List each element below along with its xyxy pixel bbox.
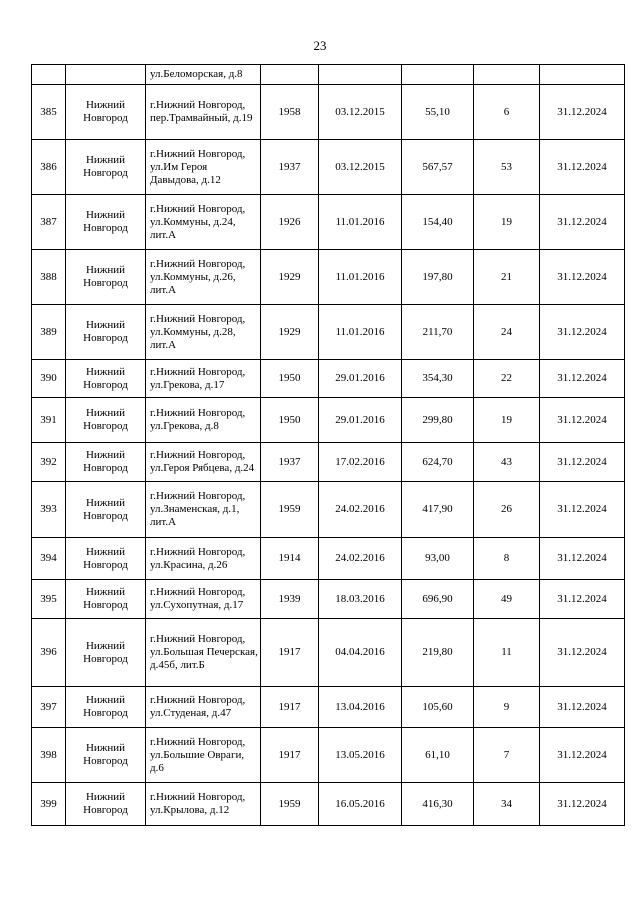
- cell-deadline: 31.12.2024: [540, 195, 625, 250]
- cell-year: 1958: [261, 85, 319, 140]
- table-row: [32, 305, 625, 360]
- cell-city: Нижний Новгород: [66, 360, 146, 398]
- cell-address: г.Нижний Новгород, пер.Трамвайный, д.19: [146, 85, 261, 140]
- cell-date: 24.02.2016: [319, 538, 402, 580]
- cell-area: 416,30: [402, 783, 474, 826]
- cell-date: 17.02.2016: [319, 443, 402, 482]
- cell-year: 1914: [261, 538, 319, 580]
- cell-year: 1959: [261, 482, 319, 538]
- cell-deadline: 31.12.2024: [540, 305, 625, 360]
- cell-no: 386: [32, 140, 66, 195]
- table-row: [32, 85, 625, 140]
- cell-address: г.Нижний Новгород, ул.Студеная, д.47: [146, 687, 261, 728]
- cell-area: 567,57: [402, 140, 474, 195]
- cell-date: 04.04.2016: [319, 619, 402, 687]
- cell-address: г.Нижний Новгород, ул.Грекова, д.8: [146, 398, 261, 443]
- cell-no: 395: [32, 580, 66, 619]
- cell-address: г.Нижний Новгород, ул.Героя Рябцева, д.24: [146, 443, 261, 482]
- cell-deadline: 31.12.2024: [540, 398, 625, 443]
- cell-address: г.Нижний Новгород, ул.Им Героя Давыдова, д.12: [146, 140, 261, 195]
- cell-deadline: 31.12.2024: [540, 728, 625, 783]
- cell-deadline: 31.12.2024: [540, 687, 625, 728]
- cell-deadline: 31.12.2024: [540, 360, 625, 398]
- cell-address: г.Нижний Новгород, ул.Коммуны, д.28, лит.А: [146, 305, 261, 360]
- table-row: [32, 687, 625, 728]
- table-row: [32, 619, 625, 687]
- cell-residents: 11: [474, 619, 540, 687]
- cell-address: г.Нижний Новгород, ул.Сухопутная, д.17: [146, 580, 261, 619]
- cell-residents: 19: [474, 195, 540, 250]
- cell-date: 29.01.2016: [319, 398, 402, 443]
- cell-year: 1917: [261, 619, 319, 687]
- cell-deadline: 31.12.2024: [540, 538, 625, 580]
- cell-area: 219,80: [402, 619, 474, 687]
- cell-city: Нижний Новгород: [66, 728, 146, 783]
- cell-no: 396: [32, 619, 66, 687]
- table-row: [32, 443, 625, 482]
- cell-residents: 9: [474, 687, 540, 728]
- cell-area: 55,10: [402, 85, 474, 140]
- cell-year: 1939: [261, 580, 319, 619]
- cell-year: 1959: [261, 783, 319, 826]
- cell-residents: 7: [474, 728, 540, 783]
- cell-no: 389: [32, 305, 66, 360]
- cell-address: г.Нижний Новгород, ул.Большая Печерская, д.45б, лит.Б: [146, 619, 261, 687]
- cell-residents: 6: [474, 85, 540, 140]
- cell-city: Нижний Новгород: [66, 85, 146, 140]
- cell-address: г.Нижний Новгород, ул.Коммуны, д.24, лит.А: [146, 195, 261, 250]
- cell-address: г.Нижний Новгород, ул.Крылова, д.12: [146, 783, 261, 826]
- cell-area: 61,10: [402, 728, 474, 783]
- cell-no: 392: [32, 443, 66, 482]
- cell-year: 1917: [261, 687, 319, 728]
- cell-deadline: 31.12.2024: [540, 443, 625, 482]
- cell-year: 1917: [261, 728, 319, 783]
- cell-area: 417,90: [402, 482, 474, 538]
- cell-address: г.Нижний Новгород, ул.Красина, д.26: [146, 538, 261, 580]
- cell-area: 299,80: [402, 398, 474, 443]
- page-number: 23: [313, 38, 327, 53]
- cell-no: 399: [32, 783, 66, 826]
- cell-year: 1950: [261, 398, 319, 443]
- cell-area: 354,30: [402, 360, 474, 398]
- cell-city: Нижний Новгород: [66, 783, 146, 826]
- cell-date: 11.01.2016: [319, 195, 402, 250]
- cell-city: Нижний Новгород: [66, 538, 146, 580]
- cell-area: 696,90: [402, 580, 474, 619]
- cell-city: Нижний Новгород: [66, 140, 146, 195]
- cell-no: 397: [32, 687, 66, 728]
- cell-deadline: 31.12.2024: [540, 85, 625, 140]
- cell-city: Нижний Новгород: [66, 482, 146, 538]
- cell-area: 624,70: [402, 443, 474, 482]
- cell-residents: [474, 65, 540, 85]
- table-row: [32, 538, 625, 580]
- cell-city: [66, 65, 146, 85]
- cell-year: 1926: [261, 195, 319, 250]
- cell-residents: 49: [474, 580, 540, 619]
- cell-city: Нижний Новгород: [66, 398, 146, 443]
- table-body: [32, 65, 625, 826]
- cell-city: Нижний Новгород: [66, 305, 146, 360]
- cell-date: 18.03.2016: [319, 580, 402, 619]
- cell-no: 387: [32, 195, 66, 250]
- cell-residents: 22: [474, 360, 540, 398]
- cell-residents: 53: [474, 140, 540, 195]
- cell-date: 13.04.2016: [319, 687, 402, 728]
- cell-residents: 8: [474, 538, 540, 580]
- cell-year: 1937: [261, 140, 319, 195]
- table-row-partial: [32, 65, 625, 85]
- cell-date: 24.02.2016: [319, 482, 402, 538]
- cell-address: г.Нижний Новгород, ул.Знаменская, д.1, лит.А: [146, 482, 261, 538]
- cell-city: Нижний Новгород: [66, 687, 146, 728]
- cell-city: Нижний Новгород: [66, 195, 146, 250]
- cell-no: 388: [32, 250, 66, 305]
- cell-deadline: 31.12.2024: [540, 140, 625, 195]
- cell-year: 1929: [261, 250, 319, 305]
- cell-deadline: 31.12.2024: [540, 783, 625, 826]
- cell-no: 390: [32, 360, 66, 398]
- cell-date: 11.01.2016: [319, 250, 402, 305]
- cell-residents: 21: [474, 250, 540, 305]
- cell-no: 393: [32, 482, 66, 538]
- cell-address: г.Нижний Новгород, ул.Большие Овраги, д.6: [146, 728, 261, 783]
- cell-deadline: 31.12.2024: [540, 250, 625, 305]
- table-row: [32, 580, 625, 619]
- cell-residents: 43: [474, 443, 540, 482]
- cell-area: [402, 65, 474, 85]
- cell-no: [32, 65, 66, 85]
- cell-date: 13.05.2016: [319, 728, 402, 783]
- cell-address: г.Нижний Новгород, ул.Грекова, д.17: [146, 360, 261, 398]
- cell-year: 1937: [261, 443, 319, 482]
- cell-city: Нижний Новгород: [66, 250, 146, 305]
- table-row: [32, 140, 625, 195]
- cell-year: [261, 65, 319, 85]
- cell-address: г.Нижний Новгород, ул.Коммуны, д.26, лит.А: [146, 250, 261, 305]
- table-row: [32, 398, 625, 443]
- cell-area: 154,40: [402, 195, 474, 250]
- cell-date: 03.12.2015: [319, 140, 402, 195]
- cell-address: ул.Беломорская, д.8: [146, 65, 261, 85]
- cell-residents: 24: [474, 305, 540, 360]
- cell-deadline: [540, 65, 625, 85]
- table-row: [32, 195, 625, 250]
- housing-registry-table: [31, 64, 625, 826]
- cell-area: 197,80: [402, 250, 474, 305]
- cell-residents: 26: [474, 482, 540, 538]
- table-row: [32, 482, 625, 538]
- cell-date: 16.05.2016: [319, 783, 402, 826]
- cell-year: 1950: [261, 360, 319, 398]
- cell-deadline: 31.12.2024: [540, 482, 625, 538]
- cell-area: 105,60: [402, 687, 474, 728]
- table-row: [32, 250, 625, 305]
- table-row: [32, 360, 625, 398]
- cell-no: 385: [32, 85, 66, 140]
- cell-date: 29.01.2016: [319, 360, 402, 398]
- cell-year: 1929: [261, 305, 319, 360]
- cell-date: [319, 65, 402, 85]
- cell-area: 211,70: [402, 305, 474, 360]
- cell-area: 93,00: [402, 538, 474, 580]
- cell-city: Нижний Новгород: [66, 619, 146, 687]
- cell-date: 03.12.2015: [319, 85, 402, 140]
- cell-no: 398: [32, 728, 66, 783]
- cell-deadline: 31.12.2024: [540, 580, 625, 619]
- cell-deadline: 31.12.2024: [540, 619, 625, 687]
- table-row: [32, 728, 625, 783]
- cell-residents: 19: [474, 398, 540, 443]
- cell-no: 391: [32, 398, 66, 443]
- table-row: [32, 783, 625, 826]
- cell-no: 394: [32, 538, 66, 580]
- cell-date: 11.01.2016: [319, 305, 402, 360]
- cell-city: Нижний Новгород: [66, 580, 146, 619]
- cell-city: Нижний Новгород: [66, 443, 146, 482]
- cell-residents: 34: [474, 783, 540, 826]
